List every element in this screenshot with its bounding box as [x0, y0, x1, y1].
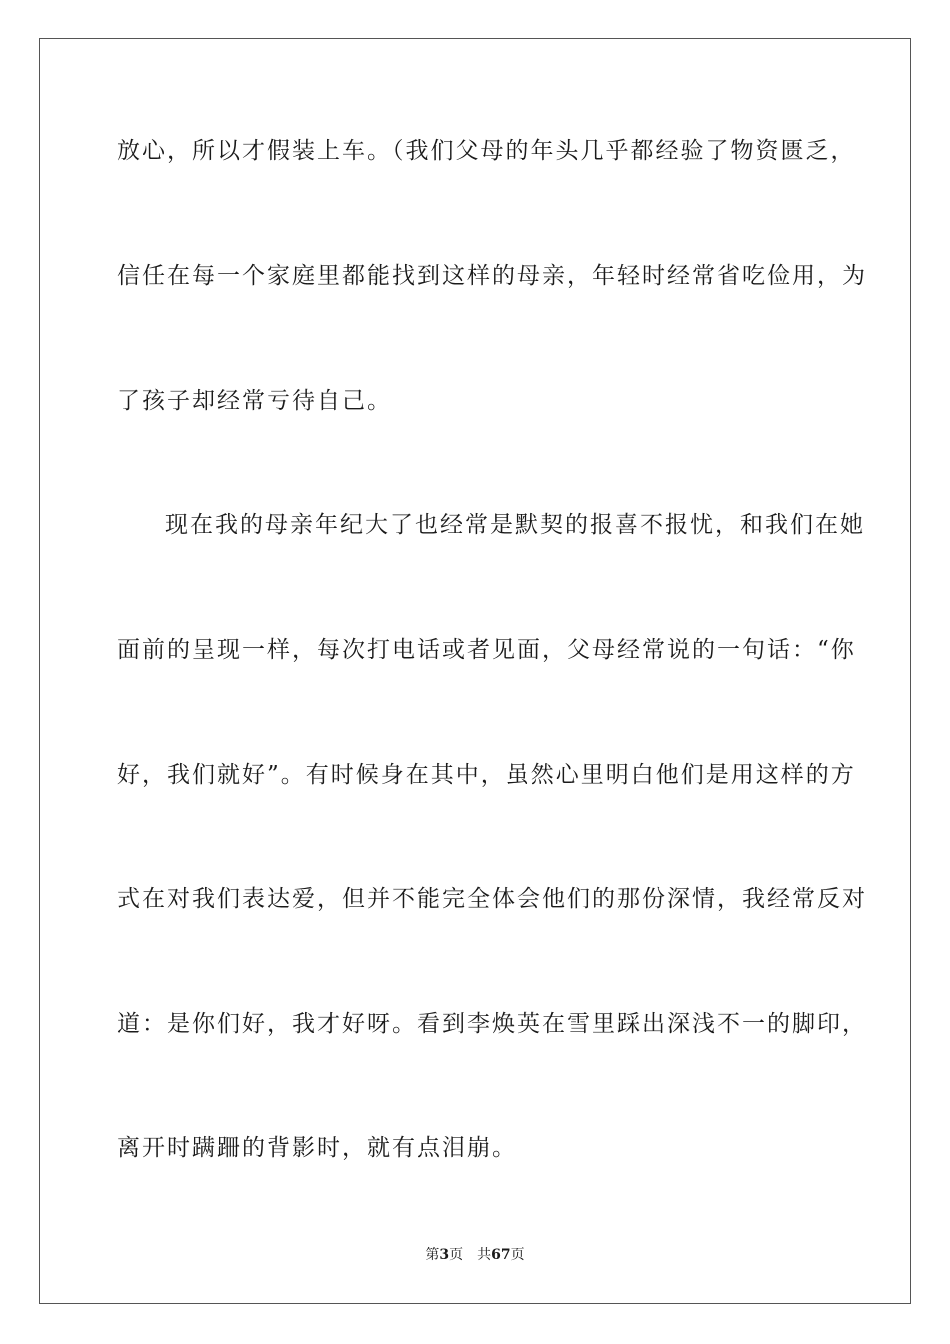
- paragraph-line-1: 放心，所以才假装上车。（我们父母的年头几乎都经验了物资匮乏，: [117, 138, 856, 164]
- footer-total-suffix: 页: [510, 1247, 525, 1263]
- footer-page-number: 3: [439, 1247, 450, 1263]
- paragraph-line-6: 好，我们就好”。有时候身在其中，虽然心里明白他们是用这样的方: [117, 762, 856, 788]
- footer-page-prefix: 第: [425, 1247, 440, 1263]
- footer-total-pages: 67: [491, 1247, 511, 1263]
- paragraph-line-2: 信任在每一个家庭里都能找到这样的母亲，年轻时经常省吃俭用，为: [117, 263, 867, 289]
- paragraph-line-7: 式在对我们表达爱，但并不能完全体会他们的那份深情，我经常反对: [117, 886, 867, 912]
- paragraph-line-3: 了孩子却经常亏待自己。: [117, 388, 392, 414]
- page-border: [39, 38, 911, 1304]
- footer-page-suffix: 页: [449, 1247, 464, 1263]
- page-footer: [0, 1246, 950, 1264]
- paragraph-line-9: 离开时蹒跚的背影时，就有点泪崩。: [117, 1135, 517, 1161]
- paragraph-line-5: 面前的呈现一样，每次打电话或者见面，父母经常说的一句话：“你: [117, 637, 856, 663]
- paragraph-line-8: 道：是你们好，我才好呀。看到李焕英在雪里踩出深浅不一的脚印，: [117, 1011, 867, 1037]
- footer-total-prefix: 共: [477, 1247, 492, 1263]
- paragraph-line-4: 现在我的母亲年纪大了也经常是默契的报喜不报忧，和我们在她: [165, 512, 865, 538]
